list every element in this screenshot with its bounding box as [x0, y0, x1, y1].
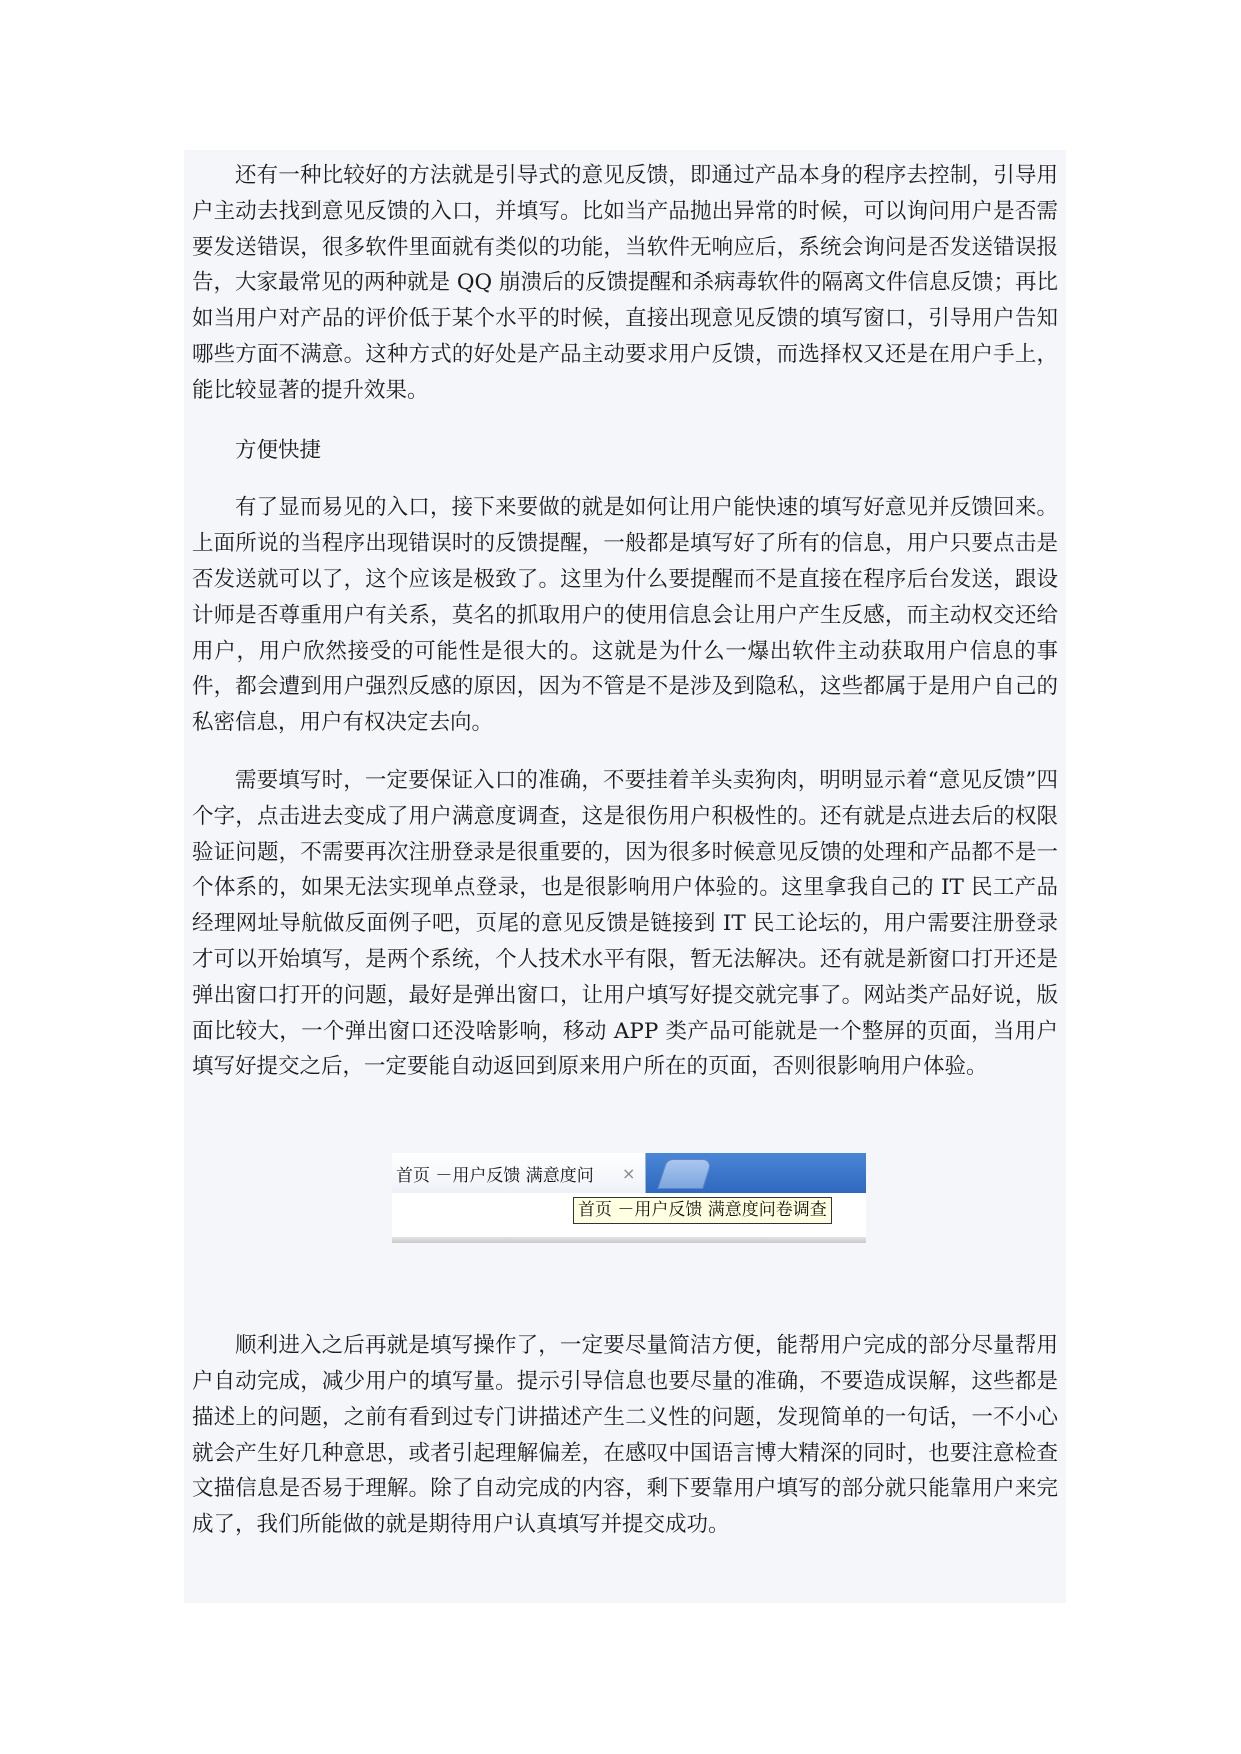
- paragraph-entry-accuracy: 需要填写时，一定要保证入口的准确，不要挂着羊头卖狗肉，明明显示着“意见反馈”四个字，点击进去变成了用户满意度调查，这是很伤用户积极性的。还有就是点进去后的权限验证问题，不需要再次注册登录是很重要的，因为很多时候意见反馈的处理和产品都不是一个体系的，如果无法实现单点登录，也是很影响用户体验的。这里拿我自己的 IT 民工产品经理网址导航做反面例子吧，页尾的意见反馈是链接到 IT 民工论坛的，用户需要注册登录才可以开始填写，是两个系统，个人技术水平有限，暂无法解决。还有就是新窗口打开还是弹出窗口打开的问题，最好是弹出窗口，让用户填写好提交就完事了。网站类产品好说，版面比较大，一个弹出窗口还没啥影响，移动 APP 类产品可能就是一个整屏的页面，当用户填写好提交之后，一定要能自动返回到原来用户所在的页面，否则很影响用户体验。: [192, 767, 1058, 1080]
- paragraph-quick-fill: 有了显而易见的入口，接下来要做的就是如何让用户能快速的填写好意见并反馈回来。上面所说的当程序出现错误时的反馈提醒，一般都是填写好了所有的信息，用户只要点击是否发送就可以了，这个应该是极致了。这里为什么要提醒而不是直接在程序后台发送，跟设计师是否尊重用户有关系，莫名的抓取用户的使用信息会让用户产生反感，而主动权交还给用户，用户欣然接受的可能性是很大的。这就是为什么一爆出软件主动获取用户信息的事件，都会遭到用户强烈反感的原因，因为不管是不是涉及到隐私，这些都属于是用户自己的私密信息，用户有权决定去向。: [192, 495, 1058, 736]
- tab-tooltip: 首页 －用户反馈 满意度问卷调查: [573, 1197, 832, 1224]
- close-icon: ×: [622, 1163, 636, 1183]
- new-tab-icon: [657, 1159, 713, 1189]
- tab-title: 首页 －用户反馈 满意度问: [396, 1165, 594, 1186]
- article-body: [184, 150, 1066, 1603]
- browser-tab: [392, 1153, 646, 1193]
- section-heading-convenience: 方便快捷: [235, 437, 322, 463]
- paragraph-guided-feedback: 还有一种比较好的方法就是引导式的意见反馈，即通过产品本身的程序去控制，引导用户主动去找到意见反馈的入口，并填写。比如当产品抛出异常的时候，可以询问用户是否需要发送错误，很多软件里面就有类似的功能，当软件无响应后，系统会询问是否发送错误报告，大家最常见的两种就是 QQ 崩溃后的反馈提醒和杀病毒软件的隔离文件信息反馈；再比如当用户对产品的评价低于某个水平的时候，直接出现意见反馈的填写窗口，引导用户告知哪些方面不满意。这种方式的好处是产品主动要求用户反馈，而选择权又还是在用户手上，能比较显著的提升效果。: [192, 163, 1058, 403]
- browser-tab-screenshot: [392, 1153, 866, 1246]
- paragraph-fill-operation: 顺利进入之后再就是填写操作了，一定要尽量简洁方便，能帮用户完成的部分尽量帮用户自动完成，减少用户的填写量。提示引导信息也要尽量的准确，不要造成误解，这些都是描述上的问题，之前有看到过专门讲描述产生二义性的问题，发现简单的一句话，一不小心就会产生好几种意思，或者引起理解偏差，在感叹中国语言博大精深的同时，也要注意检查文描信息是否易于理解。除了自动完成的内容，剩下要靠用户填写的部分就只能靠用户来完成了，我们所能做的就是期待用户认真填写并提交成功。: [192, 1333, 1058, 1538]
- tab-bottom-border: [392, 1237, 866, 1243]
